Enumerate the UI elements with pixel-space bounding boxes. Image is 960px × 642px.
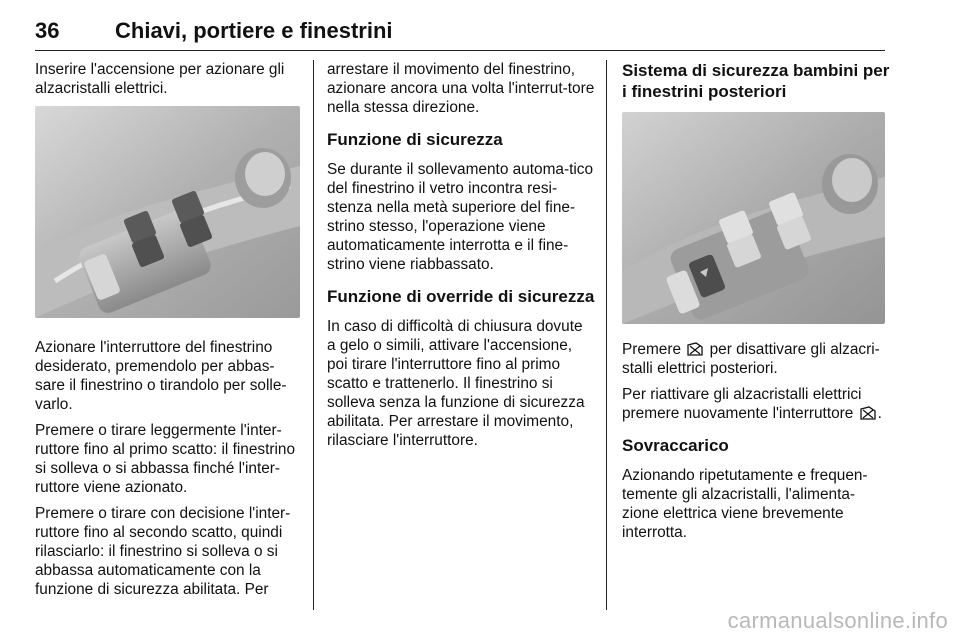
column-middle bbox=[327, 60, 595, 457]
child-window-lock-icon bbox=[687, 342, 703, 356]
paragraph: Azionando ripetutamente e frequen-temente gli alzacristalli, l'alimenta-zione elettrica viene brevemente interrotta. bbox=[622, 467, 868, 541]
paragraph bbox=[622, 385, 890, 423]
text: Per riattivare gli alzacristalli elettrici premere nuovamente l'interruttore bbox=[622, 386, 862, 422]
child-lock-switch-photo bbox=[622, 112, 885, 324]
window-switch-photo bbox=[35, 106, 300, 318]
paragraph: Premere o tirare leggermente l'inter-ruttore fino al primo scatto: il finestrino si solleva o si abbassa finché l'inter-ruttore viene azionato. bbox=[35, 422, 296, 496]
chapter-title: Chiavi, portiere e finestrini bbox=[115, 18, 393, 43]
page-number: 36 bbox=[35, 18, 60, 43]
intro-paragraph: Inserire l'accensione per azionare gli alzacristalli elettrici. bbox=[35, 61, 285, 97]
paragraph: Se durante il sollevamento automa-tico del finestrino il vetro incontra resi-stenza nella metà superiore del fine-strino stesso, l'operazione viene automaticamente interrotta e il fine-strino viene riabbassato. bbox=[327, 161, 594, 273]
paragraph bbox=[622, 340, 890, 378]
page-header bbox=[35, 8, 885, 51]
watermark-text: carmanualsonline.info bbox=[727, 608, 948, 633]
paragraph: Azionare l'interruttore del finestrino desiderato, premendolo per abbas-sare il finestrino o tirandolo per solle-varlo. bbox=[35, 339, 287, 413]
column-right bbox=[622, 60, 890, 549]
text: Premere bbox=[622, 341, 682, 358]
section-heading-safety: Funzione di sicurezza bbox=[327, 130, 503, 149]
text: . bbox=[877, 405, 882, 422]
paragraph: In caso di difficoltà di chiusura dovute a gelo o simili, attivare l'accensione, poi tirare l'interruttore fino al primo scatto e trattenerlo. Il finestrino si solleva senza la funzione di sicurezza abilitata. Per arrestare il movimento, rilasciare l'interruttore. bbox=[327, 318, 585, 449]
paragraph: Premere o tirare con decisione l'inter-ruttore fino al secondo scatto, quindi rilasciarlo: il finestrino si solleva o si abbassa automaticamente con la funzione di sicurezza abilitata. Per bbox=[35, 505, 291, 598]
column-left bbox=[35, 60, 300, 606]
section-heading-child-lock: Sistema di sicurezza bambini per i finestrini posteriori bbox=[622, 61, 890, 101]
column-divider bbox=[606, 60, 607, 610]
column-divider bbox=[313, 60, 314, 610]
paragraph: arrestare il movimento del finestrino, azionare ancora una volta l'interrut-tore nella stessa direzione. bbox=[327, 61, 595, 116]
section-heading-overload: Sovraccarico bbox=[622, 436, 729, 455]
child-window-lock-icon bbox=[860, 406, 876, 420]
section-heading-override: Funzione di override di sicurezza bbox=[327, 287, 595, 306]
text: per disattivare gli alzacri-stalli elettrici posteriori. bbox=[622, 341, 880, 377]
